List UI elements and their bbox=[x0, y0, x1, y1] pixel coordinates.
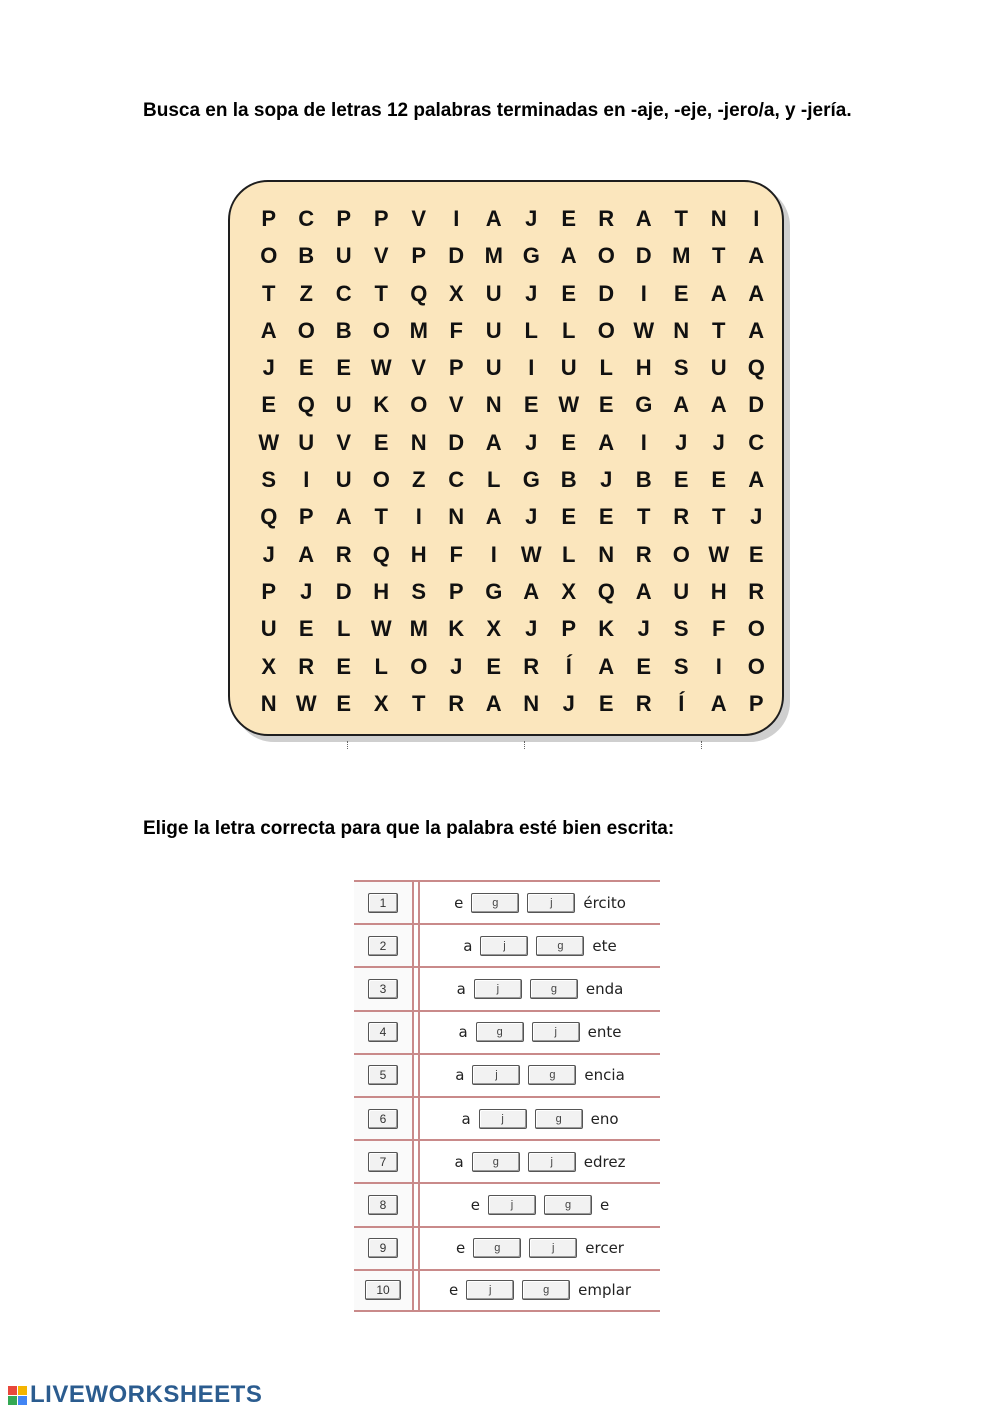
letter-cell[interactable]: D bbox=[335, 578, 352, 604]
word-search-grid bbox=[250, 200, 775, 722]
letter-cell[interactable]: O bbox=[372, 317, 390, 343]
letter-option-button[interactable]: j bbox=[532, 1022, 580, 1042]
letter-option-button[interactable]: j bbox=[466, 1280, 514, 1300]
instruction-choose-letter: Elige la letra correcta para que la palabra esté bien escrita: bbox=[143, 818, 675, 839]
letter-cell[interactable]: E bbox=[373, 429, 389, 455]
letter-cell[interactable]: R bbox=[523, 653, 540, 679]
letter-cell[interactable]: A bbox=[748, 243, 765, 269]
letter-cell[interactable]: O bbox=[297, 317, 315, 343]
word-prefix: a bbox=[461, 1109, 471, 1128]
choice-row bbox=[354, 880, 660, 923]
letter-cell[interactable]: X bbox=[486, 616, 502, 642]
letter-cell[interactable]: W bbox=[370, 616, 392, 642]
letter-cell[interactable]: L bbox=[374, 653, 388, 679]
letter-option-button[interactable]: g bbox=[472, 1152, 520, 1172]
letter-cell[interactable]: J bbox=[562, 690, 575, 716]
letter-cell[interactable]: J bbox=[525, 206, 538, 231]
letter-cell[interactable]: W bbox=[633, 317, 655, 343]
letter-cell[interactable]: G bbox=[485, 578, 503, 604]
letter-cell[interactable]: A bbox=[598, 653, 615, 679]
item-number: 5 bbox=[368, 1065, 398, 1085]
letter-cell[interactable]: J bbox=[262, 355, 275, 381]
letter-cell[interactable]: P bbox=[748, 690, 764, 716]
letter-cell[interactable]: L bbox=[562, 541, 576, 567]
letter-cell[interactable]: E bbox=[598, 690, 614, 716]
letter-cell[interactable]: P bbox=[448, 355, 464, 381]
letter-cell[interactable]: F bbox=[449, 541, 463, 567]
number-cell bbox=[354, 925, 414, 966]
letter-cell[interactable]: T bbox=[674, 206, 688, 231]
letter-cell[interactable]: A bbox=[710, 690, 727, 716]
letter-cell[interactable]: J bbox=[712, 429, 725, 455]
instruction-wordsearch: Busca en la sopa de letras 12 palabras terminadas en -aje, -eje, -jero/a, y -jería. bbox=[143, 100, 852, 121]
number-cell bbox=[354, 1098, 414, 1139]
letter-cell[interactable]: P bbox=[298, 504, 314, 530]
letter-cell[interactable]: P bbox=[561, 616, 577, 642]
letter-cell[interactable]: M bbox=[484, 243, 503, 269]
letter-cell[interactable]: V bbox=[448, 392, 464, 418]
letter-cell[interactable]: P bbox=[261, 578, 277, 604]
letter-cell[interactable]: V bbox=[336, 429, 352, 455]
letter-cell[interactable]: N bbox=[260, 690, 277, 716]
letter-option-button[interactable]: j bbox=[528, 1152, 576, 1172]
letter-cell[interactable]: T bbox=[712, 504, 726, 530]
letter-cell[interactable]: A bbox=[485, 504, 502, 530]
letter-cell[interactable]: Q bbox=[410, 280, 428, 306]
word-suffix: ente bbox=[587, 1023, 622, 1042]
item-number: 1 bbox=[368, 893, 398, 913]
letter-cell[interactable]: W bbox=[708, 541, 730, 567]
letter-cell[interactable]: L bbox=[562, 317, 576, 343]
letter-cell[interactable]: O bbox=[597, 243, 615, 269]
letter-cell[interactable]: R bbox=[598, 206, 615, 231]
letter-cell[interactable]: O bbox=[410, 653, 428, 679]
letter-cell[interactable]: E bbox=[336, 355, 352, 381]
liveworksheets-logo bbox=[8, 1381, 262, 1409]
letter-cell[interactable]: A bbox=[260, 317, 277, 343]
letter-cell[interactable]: C bbox=[335, 280, 352, 306]
letter-cell[interactable]: R bbox=[448, 690, 465, 716]
letter-cell[interactable]: O bbox=[597, 317, 615, 343]
word-cell bbox=[418, 1184, 660, 1225]
letter-cell[interactable]: X bbox=[561, 578, 577, 604]
letter-option-button[interactable]: j bbox=[479, 1109, 527, 1129]
letter-cell[interactable]: J bbox=[600, 467, 613, 493]
letter-cell[interactable]: C bbox=[748, 429, 765, 455]
word-cell bbox=[418, 882, 660, 923]
number-cell bbox=[354, 1271, 414, 1310]
letter-cell[interactable]: E bbox=[561, 280, 577, 306]
choice-row bbox=[354, 1182, 660, 1225]
letter-cell[interactable]: F bbox=[449, 317, 463, 343]
letter-cell[interactable]: E bbox=[486, 653, 502, 679]
letter-cell[interactable]: A bbox=[748, 467, 765, 493]
item-number: 6 bbox=[368, 1109, 398, 1129]
letter-cell[interactable]: I bbox=[303, 467, 310, 493]
letter-cell[interactable]: H bbox=[710, 578, 727, 604]
letter-option-button[interactable]: g bbox=[536, 936, 584, 956]
item-number: 2 bbox=[368, 936, 398, 956]
letter-cell[interactable]: B bbox=[635, 467, 652, 493]
letter-cell[interactable]: A bbox=[635, 578, 652, 604]
word-suffix: emplar bbox=[578, 1281, 632, 1300]
letter-cell[interactable]: J bbox=[525, 504, 538, 530]
word-cell bbox=[418, 1228, 660, 1269]
letter-cell[interactable]: D bbox=[598, 280, 615, 306]
letter-cell[interactable]: U bbox=[485, 280, 502, 306]
letter-cell[interactable]: A bbox=[598, 429, 615, 455]
letter-cell[interactable]: T bbox=[637, 504, 651, 530]
letter-cell[interactable]: W bbox=[520, 541, 542, 567]
choice-row bbox=[354, 1010, 660, 1053]
letter-option-button[interactable]: j bbox=[472, 1065, 520, 1085]
word-prefix: e bbox=[456, 1239, 466, 1258]
letter-cell[interactable]: G bbox=[522, 467, 540, 493]
letter-cell[interactable]: D bbox=[448, 429, 465, 455]
number-cell bbox=[354, 1228, 414, 1269]
letter-cell[interactable]: O bbox=[672, 541, 690, 567]
letter-cell[interactable]: U bbox=[485, 317, 502, 343]
letter-cell[interactable]: E bbox=[336, 690, 352, 716]
letter-cell[interactable]: U bbox=[298, 429, 315, 455]
letter-cell[interactable]: H bbox=[373, 578, 390, 604]
choice-row bbox=[354, 1096, 660, 1139]
letter-cell[interactable]: J bbox=[525, 280, 538, 306]
letter-cell[interactable]: U bbox=[335, 467, 352, 493]
letter-cell[interactable]: Q bbox=[297, 392, 315, 418]
letter-cell[interactable]: A bbox=[635, 206, 652, 231]
letter-cell[interactable]: S bbox=[411, 578, 427, 604]
letter-cell[interactable]: K bbox=[598, 616, 615, 642]
word-suffix: eno bbox=[590, 1109, 619, 1128]
letter-cell[interactable]: E bbox=[561, 504, 577, 530]
letter-cell[interactable]: V bbox=[411, 206, 427, 231]
letter-cell[interactable]: E bbox=[336, 653, 352, 679]
choice-row bbox=[354, 1139, 660, 1182]
word-cell bbox=[418, 1012, 660, 1053]
letter-cell[interactable]: M bbox=[409, 317, 428, 343]
letter-cell[interactable]: O bbox=[372, 467, 390, 493]
number-cell bbox=[354, 968, 414, 1009]
dotted-mark bbox=[524, 741, 526, 749]
letter-cell[interactable]: Í bbox=[678, 690, 685, 716]
letter-cell[interactable]: S bbox=[673, 355, 689, 381]
letter-cell[interactable]: B bbox=[560, 467, 577, 493]
letter-cell[interactable]: N bbox=[710, 206, 727, 231]
letter-cell[interactable]: I bbox=[640, 280, 647, 306]
word-suffix: edrez bbox=[583, 1152, 626, 1171]
number-cell bbox=[354, 1012, 414, 1053]
letter-cell[interactable]: T bbox=[262, 280, 276, 306]
letter-cell[interactable]: D bbox=[635, 243, 652, 269]
number-cell bbox=[354, 882, 414, 923]
word-suffix: ército bbox=[583, 893, 626, 912]
letter-cell[interactable]: G bbox=[522, 243, 540, 269]
letter-cell[interactable]: J bbox=[262, 541, 275, 567]
letter-cell[interactable]: T bbox=[374, 280, 388, 306]
letter-cell[interactable]: E bbox=[598, 504, 614, 530]
letter-cell[interactable]: A bbox=[485, 206, 502, 231]
letter-cell[interactable]: Q bbox=[747, 355, 765, 381]
letter-cell[interactable]: J bbox=[300, 578, 313, 604]
letter-option-button[interactable]: j bbox=[529, 1238, 577, 1258]
letter-cell[interactable]: U bbox=[710, 355, 727, 381]
letter-cell[interactable]: J bbox=[750, 504, 763, 530]
word-cell bbox=[418, 1055, 660, 1096]
item-number: 4 bbox=[368, 1022, 398, 1042]
word-suffix: enda bbox=[585, 979, 624, 998]
letter-cell[interactable]: J bbox=[675, 429, 688, 455]
letter-cell[interactable]: Í bbox=[565, 653, 572, 679]
word-prefix: a bbox=[456, 979, 466, 998]
letter-cell[interactable]: N bbox=[673, 317, 690, 343]
word-suffix: ercer bbox=[585, 1239, 624, 1258]
letter-cell[interactable]: A bbox=[485, 690, 502, 716]
letter-cell[interactable]: L bbox=[487, 467, 501, 493]
letter-option-button[interactable]: j bbox=[488, 1195, 536, 1215]
number-cell bbox=[354, 1141, 414, 1182]
word-prefix: a bbox=[458, 1023, 468, 1042]
letter-cell[interactable]: H bbox=[635, 355, 652, 381]
letter-cell[interactable]: X bbox=[373, 690, 389, 716]
letter-cell[interactable]: R bbox=[635, 541, 652, 567]
letter-cell[interactable]: D bbox=[748, 392, 765, 418]
word-suffix: e bbox=[600, 1195, 610, 1214]
letter-cell[interactable]: E bbox=[298, 616, 314, 642]
letter-cell[interactable]: A bbox=[298, 541, 315, 567]
letter-cell[interactable]: G bbox=[635, 392, 653, 418]
letter-cell[interactable]: F bbox=[712, 616, 726, 642]
letter-cell[interactable]: S bbox=[673, 653, 689, 679]
letter-cell[interactable]: X bbox=[448, 280, 464, 306]
word-suffix: encia bbox=[584, 1066, 625, 1085]
letter-cell[interactable]: B bbox=[335, 317, 352, 343]
letter-cell[interactable]: I bbox=[528, 355, 535, 381]
item-number: 7 bbox=[368, 1152, 398, 1172]
letter-cell[interactable]: L bbox=[524, 317, 538, 343]
dotted-mark bbox=[347, 741, 349, 749]
word-prefix: a bbox=[454, 1152, 464, 1171]
letter-cell[interactable]: I bbox=[640, 429, 647, 455]
letter-cell[interactable]: B bbox=[298, 243, 315, 269]
letter-cell[interactable]: E bbox=[261, 392, 277, 418]
word-prefix: e bbox=[454, 893, 464, 912]
letter-cell[interactable]: N bbox=[523, 690, 540, 716]
letter-cell[interactable]: I bbox=[753, 206, 760, 231]
letter-cell[interactable]: E bbox=[561, 206, 577, 231]
choice-row bbox=[354, 1269, 660, 1312]
letter-cell[interactable]: E bbox=[748, 541, 764, 567]
letter-cell[interactable]: R bbox=[335, 541, 352, 567]
letter-cell[interactable]: U bbox=[335, 243, 352, 269]
letter-cell[interactable]: E bbox=[561, 429, 577, 455]
letter-cell[interactable]: R bbox=[298, 653, 315, 679]
letter-cell[interactable]: P bbox=[336, 206, 352, 231]
letter-option-button[interactable]: g bbox=[473, 1238, 521, 1258]
letter-cell[interactable]: E bbox=[711, 467, 727, 493]
letter-option-button[interactable]: j bbox=[474, 979, 522, 999]
letter-cell[interactable]: S bbox=[673, 616, 689, 642]
letter-cell[interactable]: K bbox=[373, 392, 390, 418]
letter-option-button[interactable]: g bbox=[535, 1109, 583, 1129]
choice-row bbox=[354, 923, 660, 966]
choice-row bbox=[354, 1226, 660, 1269]
letter-cell[interactable]: O bbox=[747, 653, 765, 679]
letter-cell[interactable]: A bbox=[710, 392, 727, 418]
letter-cell[interactable]: J bbox=[450, 653, 463, 679]
letter-cell[interactable]: A bbox=[748, 280, 765, 306]
letter-cell[interactable]: I bbox=[453, 206, 460, 231]
word-cell bbox=[418, 1271, 660, 1310]
letter-cell[interactable]: A bbox=[335, 504, 352, 530]
item-number: 8 bbox=[368, 1195, 398, 1215]
item-number: 9 bbox=[368, 1238, 398, 1258]
word-prefix: e bbox=[470, 1195, 480, 1214]
letter-cell[interactable]: V bbox=[411, 355, 427, 381]
letter-cell[interactable]: R bbox=[673, 504, 690, 530]
letter-cell[interactable]: N bbox=[410, 429, 427, 455]
item-number: 10 bbox=[365, 1280, 401, 1300]
letter-cell[interactable]: M bbox=[672, 243, 691, 269]
letter-cell[interactable]: Q bbox=[260, 504, 278, 530]
letter-cell[interactable]: I bbox=[715, 653, 722, 679]
letter-cell[interactable]: U bbox=[260, 616, 277, 642]
letter-option-button[interactable]: g bbox=[476, 1022, 524, 1042]
letter-cell[interactable]: C bbox=[448, 467, 465, 493]
letter-cell[interactable]: S bbox=[261, 467, 277, 493]
letter-cell[interactable]: A bbox=[673, 392, 690, 418]
letter-cell[interactable]: Q bbox=[597, 578, 615, 604]
word-prefix: a bbox=[463, 936, 473, 955]
letter-cell[interactable]: P bbox=[373, 206, 389, 231]
letter-cell[interactable]: A bbox=[485, 429, 502, 455]
word-cell bbox=[418, 1141, 660, 1182]
letter-cell[interactable]: A bbox=[748, 317, 765, 343]
letter-cell[interactable]: T bbox=[412, 690, 426, 716]
letter-cell[interactable]: L bbox=[599, 355, 613, 381]
letter-cell[interactable]: T bbox=[712, 243, 726, 269]
letter-cell[interactable]: A bbox=[523, 578, 540, 604]
letter-cell[interactable]: E bbox=[298, 355, 314, 381]
letter-cell[interactable]: R bbox=[635, 690, 652, 716]
number-cell bbox=[354, 1055, 414, 1096]
letter-cell[interactable]: V bbox=[373, 243, 389, 269]
word-cell bbox=[418, 968, 660, 1009]
letter-cell[interactable]: E bbox=[636, 653, 652, 679]
letter-cell[interactable]: L bbox=[337, 616, 351, 642]
letter-option-button[interactable]: j bbox=[527, 893, 575, 913]
number-cell bbox=[354, 1184, 414, 1225]
letter-option-button[interactable]: g bbox=[522, 1280, 570, 1300]
letter-cell[interactable]: O bbox=[410, 392, 428, 418]
letter-cell[interactable]: A bbox=[560, 243, 577, 269]
letter-cell[interactable]: O bbox=[260, 243, 278, 269]
word-prefix: e bbox=[448, 1281, 459, 1300]
letter-cell[interactable]: J bbox=[525, 429, 538, 455]
letter-cell[interactable]: W bbox=[558, 392, 580, 418]
letter-cell[interactable]: Q bbox=[372, 541, 390, 567]
letter-cell[interactable]: W bbox=[258, 429, 280, 455]
choice-row bbox=[354, 966, 660, 1009]
word-cell bbox=[418, 925, 660, 966]
letter-choice-table bbox=[354, 880, 660, 1312]
letter-cell[interactable]: J bbox=[525, 616, 538, 642]
letter-cell[interactable]: W bbox=[370, 355, 392, 381]
letter-option-button[interactable]: j bbox=[480, 936, 528, 956]
letter-option-button[interactable]: g bbox=[530, 979, 578, 999]
letter-cell[interactable]: E bbox=[673, 280, 689, 306]
dotted-mark bbox=[701, 741, 703, 749]
letter-option-button[interactable]: g bbox=[528, 1065, 576, 1085]
letter-cell[interactable]: E bbox=[598, 392, 614, 418]
letter-cell[interactable]: M bbox=[409, 616, 428, 642]
letter-cell[interactable]: E bbox=[673, 467, 689, 493]
letter-cell[interactable]: H bbox=[410, 541, 427, 567]
letter-cell[interactable]: U bbox=[673, 578, 690, 604]
letter-cell[interactable]: A bbox=[710, 280, 727, 306]
letter-cell[interactable]: N bbox=[448, 504, 465, 530]
letter-cell[interactable]: R bbox=[748, 578, 765, 604]
letter-cell[interactable]: N bbox=[598, 541, 615, 567]
letter-cell[interactable]: N bbox=[485, 392, 502, 418]
letter-cell[interactable]: U bbox=[485, 355, 502, 381]
letter-cell[interactable]: U bbox=[560, 355, 577, 381]
letter-cell[interactable]: X bbox=[261, 653, 277, 679]
letter-cell[interactable]: I bbox=[490, 541, 497, 567]
letter-cell[interactable]: E bbox=[523, 392, 539, 418]
letter-option-button[interactable]: g bbox=[544, 1195, 592, 1215]
word-suffix: ete bbox=[592, 936, 617, 955]
letter-cell[interactable]: K bbox=[448, 616, 465, 642]
liveworksheets-logo-icon bbox=[8, 1386, 27, 1405]
letter-cell[interactable]: P bbox=[411, 243, 427, 269]
letter-cell[interactable]: O bbox=[747, 616, 765, 642]
letter-cell[interactable]: P bbox=[448, 578, 464, 604]
letter-cell[interactable]: Z bbox=[412, 467, 426, 493]
letter-cell[interactable]: W bbox=[295, 690, 317, 716]
letter-cell[interactable]: I bbox=[415, 504, 422, 530]
letter-cell[interactable]: Z bbox=[299, 280, 313, 306]
letter-cell[interactable]: D bbox=[448, 243, 465, 269]
letter-cell[interactable]: P bbox=[261, 206, 277, 231]
choice-row bbox=[354, 1053, 660, 1096]
word-prefix: a bbox=[455, 1066, 465, 1085]
letter-cell[interactable]: J bbox=[637, 616, 650, 642]
letter-cell[interactable]: T bbox=[712, 317, 726, 343]
item-number: 3 bbox=[368, 979, 398, 999]
letter-option-button[interactable]: g bbox=[471, 893, 519, 913]
logo-text: LIVEWORKSHEETS bbox=[30, 1381, 263, 1408]
word-cell bbox=[418, 1098, 660, 1139]
letter-cell[interactable]: T bbox=[374, 504, 388, 530]
letter-cell[interactable]: C bbox=[298, 206, 315, 231]
letter-cell[interactable]: U bbox=[335, 392, 352, 418]
